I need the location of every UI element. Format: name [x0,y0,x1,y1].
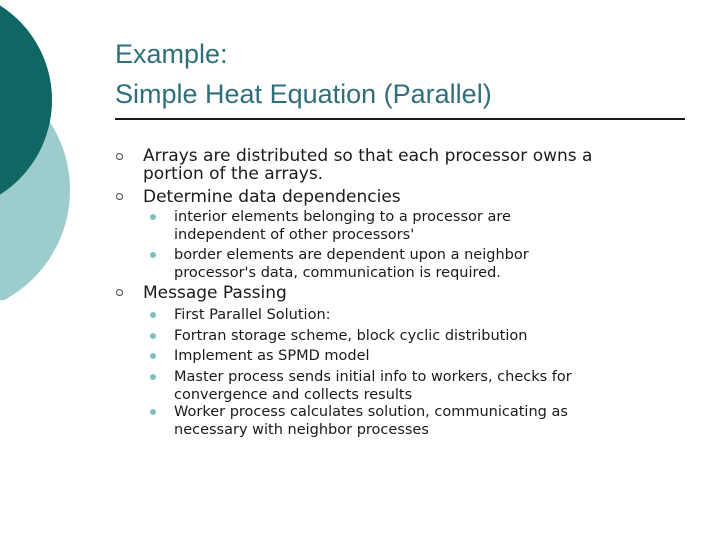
sub-bullet-text: processor's data, communication is required. [174,265,501,281]
title-line-2: Simple Heat Equation (Parallel) [115,79,492,109]
sub-bullet-text: Master process sends initial info to workers, checks for [174,369,572,385]
ring-bullet-icon [116,153,123,160]
sub-bullet-text: Worker process calculates solution, communicating as [174,404,568,420]
sub-bullet-text: necessary with neighbor processes [174,422,429,438]
dot-bullet-icon [150,409,156,415]
sub-bullet-text: First Parallel Solution: [174,307,331,323]
slide-title [115,34,492,114]
dot-bullet-icon [150,214,156,220]
sub-bullet-text: convergence and collects results [174,387,413,403]
sub-bullet-text: interior elements belonging to a processor are [174,209,511,225]
dot-bullet-icon [150,312,156,318]
ring-bullet-icon [116,193,123,200]
decorative-circles [0,0,120,300]
dot-bullet-icon [150,333,156,339]
dot-bullet-icon [150,374,156,380]
ring-bullet-icon [116,289,123,296]
bullet-text: Message Passing [143,283,287,303]
sub-bullet-text: independent of other processors' [174,227,415,243]
dot-bullet-icon [150,353,156,359]
sub-bullet-text: Implement as SPMD model [174,348,370,364]
bullet-text: Determine data dependencies [143,187,401,207]
dot-bullet-icon [150,252,156,258]
bullet-text: Arrays are distributed so that each processor owns a [143,146,593,166]
sub-bullet-text: border elements are dependent upon a neighbor [174,247,529,263]
title-line-1: Example: [115,39,228,69]
title-divider [115,118,685,120]
bullet-text: portion of the arrays. [143,164,324,184]
sub-bullet-text: Fortran storage scheme, block cyclic distribution [174,328,528,344]
